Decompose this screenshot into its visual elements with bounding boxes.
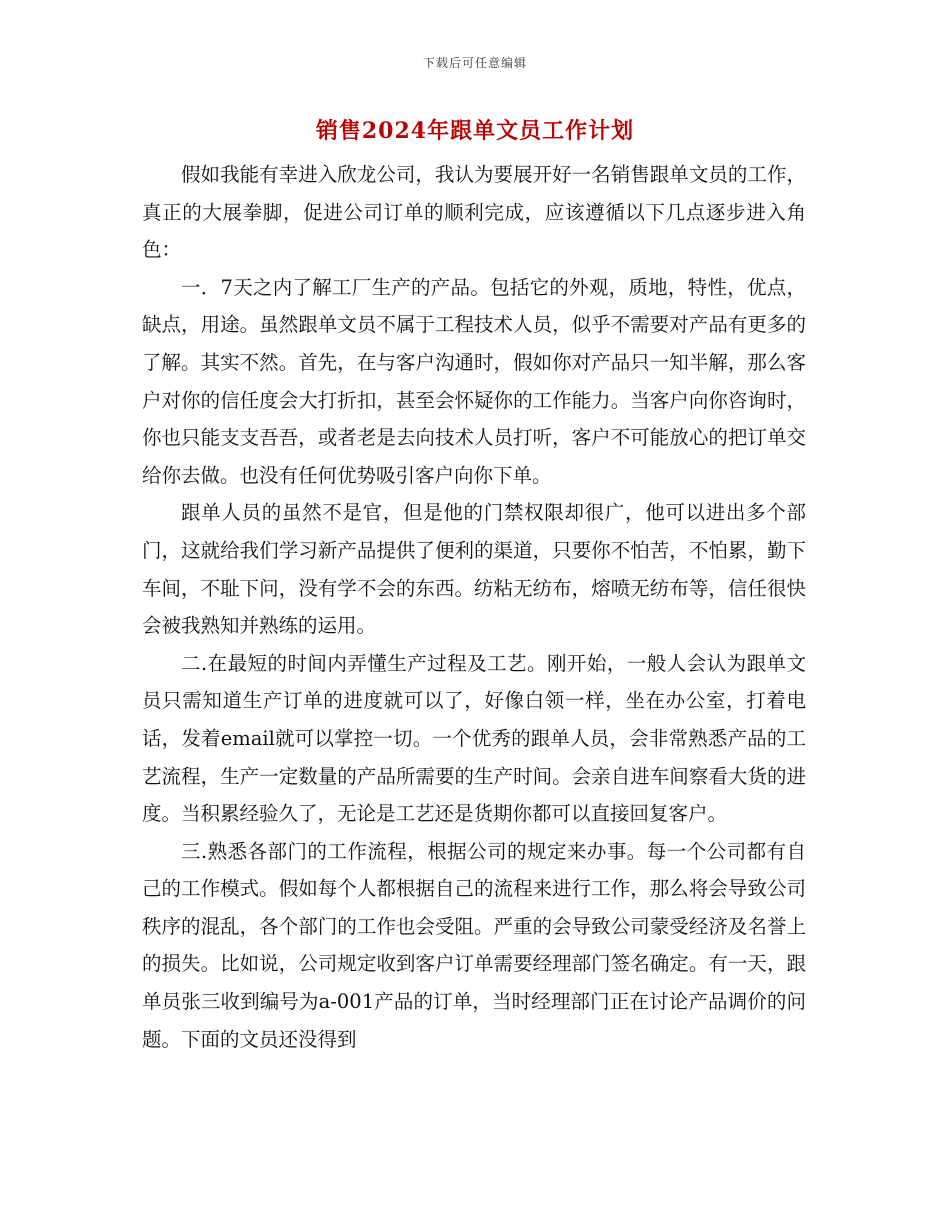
paragraph-4: 二.在最短的时间内弄懂生产过程及工艺。刚开始，一般人会认为跟单文员只需知道生产订单的进度就可以了，好像白领一样，坐在办公室，打着电话，发着email就可以掌控一切。一个优秀的跟单人员，会非常熟悉产品的工艺流程，生产一定数量的产品所需要的生产时间。会亲自进车间察看大货的进度。当积累经验久了，无论是工艺还是货期你都可以直接回复客户。: [142, 651, 806, 826]
document-title: 销售2024年跟单文员工作计划: [315, 118, 635, 144]
paragraph-5: 三.熟悉各部门的工作流程，根据公司的规定来办事。每一个公司都有自己的工作模式。假如每个人都根据自己的流程来进行工作，那么将会导致公司秩序的混乱，各个部门的工作也会受阻。严重的会导致公司蒙受经济及名誉上的损失。比如说，公司规定收到客户订单需要经理部门签名确定。有一天，跟单员张三收到编号为a-001产品的订单，当时经理部门正在讨论产品调价的问题。下面的文员还没得到: [142, 839, 806, 1051]
paragraph-1: 假如我能有幸进入欣龙公司，我认为要展开好一名销售跟单文员的工作，真正的大展拳脚，促进公司订单的顺利完成，应该遵循以下几点逐步进入角色：: [142, 163, 806, 262]
paragraph-2: 一．7天之内了解工厂生产的产品。包括它的外观，质地，特性，优点，缺点，用途。虽然跟单文员不属于工程技术人员，似乎不需要对产品有更多的了解。其实不然。首先，在与客户沟通时，假如你对产品只一知半解，那么客户对你的信任度会大打折扣，甚至会怀疑你的工作能力。当客户向你咨询时，你也只能支支吾吾，或者老是去向技术人员打听，客户不可能放心的把订单交给你去做。也没有任何优势吸引客户向你下单。: [142, 275, 806, 487]
header-note: 下载后可任意编辑: [422, 56, 527, 70]
document-body: [142, 156, 806, 1058]
paragraph-3: 跟单人员的虽然不是官，但是他的门禁权限却很广，他可以进出多个部门，这就给我们学习新产品提供了便利的渠道，只要你不怕苦，不怕累，勤下车间，不耻下问，没有学不会的东西。纺粘无纺布，熔喷无纺布等，信任很快会被我熟知并熟练的运用。: [142, 501, 806, 638]
